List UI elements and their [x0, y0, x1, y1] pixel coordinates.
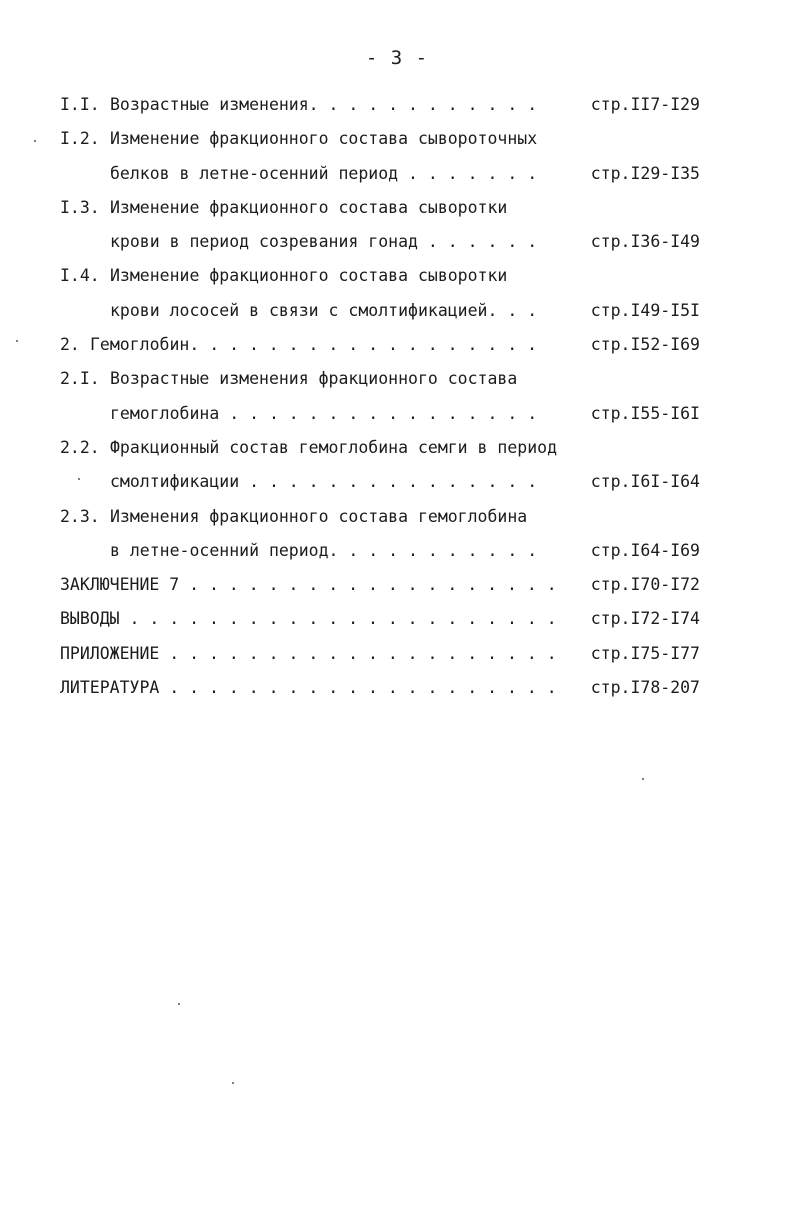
toc-number: I.I.: [60, 95, 100, 114]
toc-title: Фракционный состав гемоглобина семги в период: [110, 437, 558, 457]
toc-title: Изменения фракционного состава гемоглобина: [110, 506, 528, 526]
toc-line: [60, 191, 700, 225]
toc-page-range: стр.I29-I35: [590, 163, 700, 183]
paper-speck: [34, 140, 36, 142]
toc-page-range: стр.II7-I29: [590, 95, 700, 114]
toc-title: белков в летне-осенний период . . . . . . .: [110, 163, 538, 183]
toc-page-range: стр.I49-I5I: [590, 300, 700, 320]
toc-line: [60, 259, 700, 293]
toc-page-range: стр.I75-I77: [590, 643, 700, 663]
toc-page-range: стр.I36-I49: [590, 232, 700, 252]
toc-page-range: стр.I55-I6I: [590, 403, 700, 423]
toc-number: 2.3.: [60, 506, 100, 526]
toc-line: [60, 122, 700, 156]
toc-line: [60, 602, 700, 636]
toc-line: [60, 328, 700, 362]
paper-speck: [178, 1003, 180, 1005]
paper-speck: [78, 478, 80, 480]
toc-title: Изменение фракционного состава сывороточных: [110, 129, 538, 149]
toc-line: [60, 637, 700, 671]
toc-title: Изменение фракционного состава сыворотки: [110, 266, 508, 286]
toc-title: ЛИТЕРАТУРА . . . . . . . . . . . . . . . . . . . .: [60, 678, 557, 698]
toc-title: ПРИЛОЖЕНИЕ . . . . . . . . . . . . . . . . . . . .: [60, 643, 557, 663]
toc-title: гемоглобина . . . . . . . . . . . . . . . .: [110, 403, 538, 423]
toc-title: Возрастные изменения. . . . . . . . . . . .: [110, 95, 538, 114]
table-of-contents: [60, 88, 700, 705]
toc-line: [60, 465, 700, 499]
toc-title: крови в период созревания гонад . . . . . .: [110, 232, 538, 252]
toc-title: крови лососей в связи с смолтификацией. . .: [110, 300, 538, 320]
page-number: - 3 -: [365, 47, 429, 69]
toc-number: I.4.: [60, 266, 100, 286]
toc-line: [60, 671, 700, 705]
toc-number: I.2.: [60, 129, 100, 149]
paper-speck: [232, 1082, 234, 1084]
toc-title: в летне-осенний период. . . . . . . . . . .: [110, 540, 538, 560]
toc-title: Изменение фракционного состава сыворотки: [110, 197, 508, 217]
toc-line: [60, 534, 700, 568]
toc-title: ЗАКЛЮЧЕНИЕ 7 . . . . . . . . . . . . . . . . . . .: [60, 575, 557, 595]
toc-title: ВЫВОДЫ . . . . . . . . . . . . . . . . . . . . . .: [60, 609, 557, 629]
toc-line: [60, 294, 700, 328]
toc-page-range: стр.I6I-I64: [590, 472, 700, 492]
toc-page-range: стр.I78-207: [590, 678, 700, 698]
toc-line: [60, 568, 700, 602]
toc-line: [60, 157, 700, 191]
toc-page-range: стр.I52-I69: [590, 335, 700, 355]
toc-title: Возрастные изменения фракционного состава: [110, 369, 518, 389]
toc-page-range: стр.I72-I74: [590, 609, 700, 629]
toc-line: [60, 225, 700, 259]
toc-title: Гемоглобин. . . . . . . . . . . . . . . . . .: [90, 335, 538, 355]
toc-number: 2.: [60, 335, 80, 355]
toc-line: [60, 431, 700, 465]
paper-speck: [642, 778, 644, 780]
toc-title: смолтификации . . . . . . . . . . . . . . .: [110, 472, 538, 492]
toc-line: [60, 397, 700, 431]
toc-number: I.3.: [60, 197, 100, 217]
toc-number: 2.I.: [60, 369, 100, 389]
toc-page-range: стр.I64-I69: [590, 540, 700, 560]
toc-number: 2.2.: [60, 437, 100, 457]
toc-line: [60, 362, 700, 396]
paper-speck: [16, 340, 18, 342]
toc-page-range: стр.I70-I72: [590, 575, 700, 595]
toc-line: [60, 88, 700, 122]
toc-line: [60, 500, 700, 534]
